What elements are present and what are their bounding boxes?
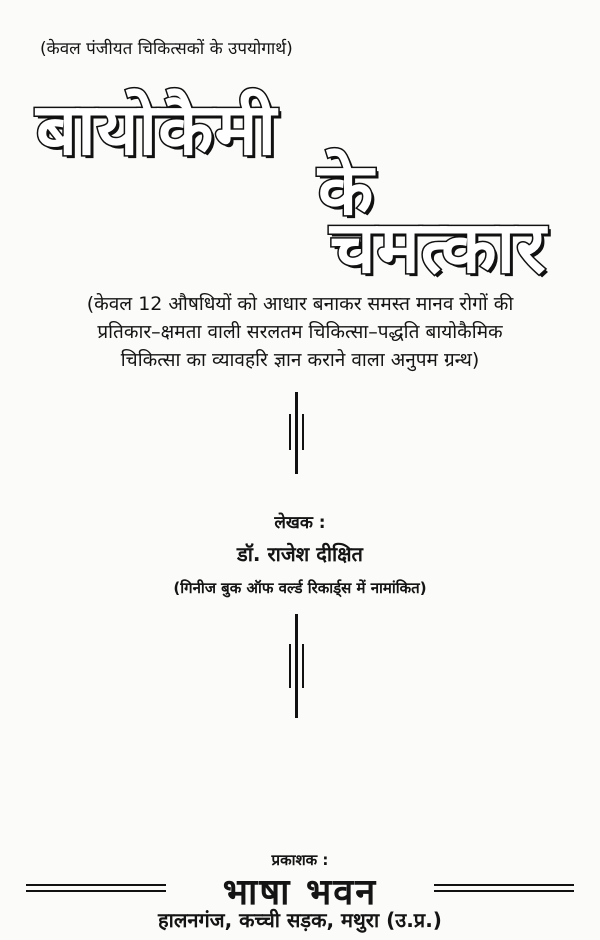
title-line-2: के [318,147,375,231]
author-name: डॉ. राजेश दीक्षित [237,542,363,566]
divider-ornament [289,614,305,718]
author-note: (गिनीज बुक ऑफ वर्ल्ड रिकार्ड्स में नामांकित) [173,579,427,597]
publisher-address: हालनगंज, कच्ची सड़क, मथुरा (उ.प्र.) [158,908,442,932]
rule-line [26,890,166,892]
publisher-label: प्रकाशक : [271,851,329,869]
subtitle-line-2: प्रतिकार–क्षमता वाली सरलतम चिकित्सा–पद्धति बायोकैमिक [97,321,503,343]
subtitle-line-3: चिकित्सा का व्यावहरि ज्ञान कराने वाला अनुपम ग्रन्थ) [120,349,480,371]
rule-line [434,890,574,892]
author-label: लेखक : [274,513,326,533]
divider-ornament [289,392,305,474]
rule-line [434,884,574,886]
subtitle-line-1: (केवल 12 औषधियों को आधार बनाकर समस्त मानव रोगों की [86,293,514,315]
publisher-name: भाषा भवन [222,872,378,913]
title-line-3: चमत्कार [330,205,547,289]
rule-line [26,884,166,886]
title-line-1: बायोकैमी [36,87,278,171]
header-note: (केवल पंजीयत चिकित्सकों के उपयोगार्थ) [40,39,293,59]
